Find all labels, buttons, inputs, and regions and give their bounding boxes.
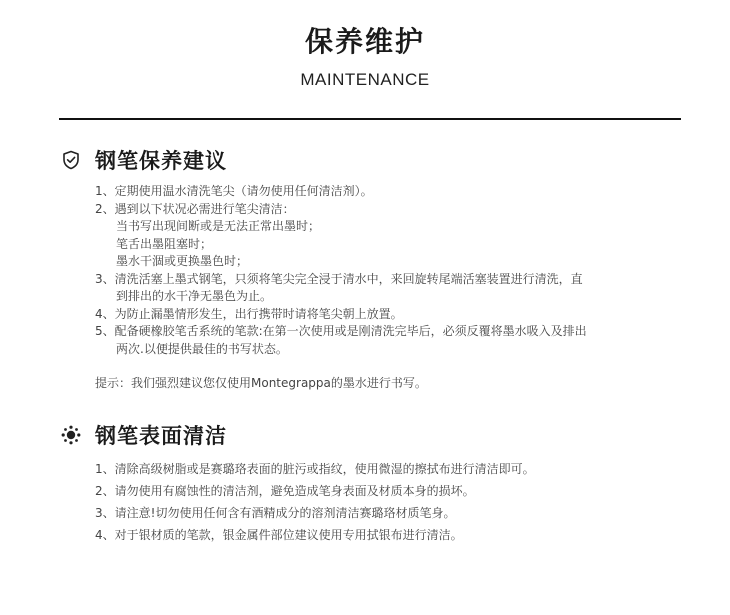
- surface-cleaning-list: [95, 458, 535, 546]
- section-heading: [60, 420, 227, 450]
- list-item: 笔舌出墨阻塞时；: [116, 236, 213, 251]
- list-item: 5、配备硬橡胶笔舌系统的笔款:在第一次使用或是刚清洗完毕后，必须反覆将墨水吸入及排出: [95, 324, 587, 338]
- shield-check-icon: [60, 149, 82, 171]
- list-item: 4、为防止漏墨情形发生，出行携带时请将笔尖朝上放置。: [95, 306, 403, 321]
- list-item: 3、清洗活塞上墨式钢笔，只须将笔尖完全浸于清水中，来回旋转尾端活塞装置进行清洗，直: [95, 271, 583, 286]
- list-item: 4、对于银材质的笔款，银金属件部位建议使用专用拭银布进行清洁。: [95, 528, 463, 542]
- section-surface-cleaning: [60, 420, 227, 450]
- list-item: 到排出的水干净无墨色为止。: [116, 289, 273, 303]
- page-subtitle: MAINTENANCE: [300, 70, 430, 89]
- section-pen-care: [60, 145, 227, 175]
- list-item: 2、请勿使用有腐蚀性的清洁剂，避免造成笔身表面及材质本身的损坏。: [95, 484, 475, 498]
- list-item: 2、遇到以下状况必需进行笔尖清洁：: [95, 201, 295, 216]
- list-item: 1、清除高级树脂或是赛璐珞表面的脏污或指纹，使用微湿的擦拭布进行清洁即可。: [95, 462, 535, 476]
- pen-care-list: [95, 183, 587, 358]
- list-item: 1、定期使用温水清洗笔尖（请勿使用任何清洁剂）。: [95, 184, 373, 198]
- ink-tip: 提示：我们强烈建议您仅使用Montegrappa的墨水进行书写。: [95, 376, 427, 390]
- page-header: [0, 22, 730, 90]
- section-heading: [60, 145, 227, 175]
- section-title: 钢笔表面清洁: [95, 424, 227, 448]
- list-item: 墨水干涸或更换墨色时；: [116, 254, 249, 268]
- sparkle-icon: [60, 424, 82, 446]
- section-title: 钢笔保养建议: [95, 149, 227, 173]
- list-item: 当书写出现间断或是无法正常出墨时；: [116, 219, 321, 233]
- list-item: 3、请注意!切勿使用任何含有酒精成分的溶剂清洁赛璐珞材质笔身。: [95, 506, 456, 520]
- header-divider: [59, 118, 681, 120]
- page-title: 保养维护: [304, 25, 425, 58]
- list-item: 两次.以便提供最佳的书写状态。: [116, 341, 288, 356]
